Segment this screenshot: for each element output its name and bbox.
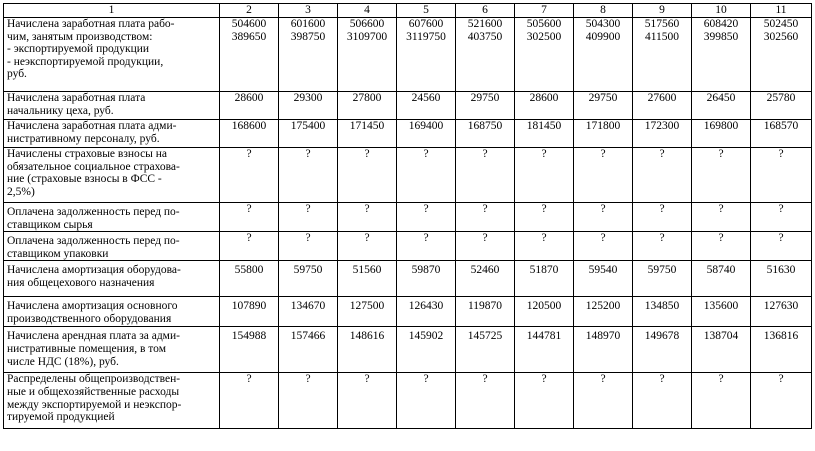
table-cell: 125200 — [574, 297, 633, 327]
table-cell: 59750 — [279, 261, 338, 297]
header-row — [4, 4, 812, 18]
table-cell: 148970 — [574, 327, 633, 373]
table-cell: ? — [279, 232, 338, 261]
table-cell: ? — [220, 232, 279, 261]
column-header: 1 — [4, 4, 220, 18]
table-cell: ? — [692, 373, 751, 429]
table-cell: 154988 — [220, 327, 279, 373]
table-row — [4, 297, 812, 327]
table-cell: ? — [338, 148, 397, 203]
table-cell: 157466 — [279, 327, 338, 373]
table-row — [4, 373, 812, 429]
table-cell: 172300 — [633, 120, 692, 148]
table-cell: ? — [633, 203, 692, 232]
table-cell: 134670 — [279, 297, 338, 327]
column-header: 3 — [279, 4, 338, 18]
table-cell: ? — [456, 203, 515, 232]
table-cell: 127630 — [751, 297, 812, 327]
table-row — [4, 203, 812, 232]
table-cell: 149678 — [633, 327, 692, 373]
table-cell: 134850 — [633, 297, 692, 327]
table-cell: ? — [692, 232, 751, 261]
table-cell: ? — [692, 148, 751, 203]
table-cell: 504600 389650 — [220, 18, 279, 92]
table-cell: 51630 — [751, 261, 812, 297]
column-header: 9 — [633, 4, 692, 18]
table-cell: 145902 — [397, 327, 456, 373]
table-cell: ? — [397, 373, 456, 429]
table-cell: 144781 — [515, 327, 574, 373]
table-row — [4, 18, 812, 92]
table-row — [4, 232, 812, 261]
column-header: 10 — [692, 4, 751, 18]
row-label: Распределены общепроизводствен- ные и общехозяйственные расходы между экспортируемой и неэкспор- тируемой продукцией — [4, 373, 220, 429]
row-label: Оплачена задолженность перед по- ставщиком сырья — [4, 203, 220, 232]
table-cell: 168750 — [456, 120, 515, 148]
table-cell: 506600 3109700 — [338, 18, 397, 92]
table-cell: 504300 409900 — [574, 18, 633, 92]
table-cell: 51870 — [515, 261, 574, 297]
table-cell: 59750 — [633, 261, 692, 297]
row-label: Начислена арендная плата за адми- нистративные помещения, в том числе НДС (18%), руб. — [4, 327, 220, 373]
table-row — [4, 92, 812, 120]
table-cell: ? — [279, 148, 338, 203]
table-cell: 55800 — [220, 261, 279, 297]
table-row — [4, 261, 812, 297]
table-cell: ? — [338, 232, 397, 261]
column-header: 7 — [515, 4, 574, 18]
table-cell: 171450 — [338, 120, 397, 148]
table-cell: 505600 302500 — [515, 18, 574, 92]
table-cell: 148616 — [338, 327, 397, 373]
table-row — [4, 148, 812, 203]
table-cell: ? — [279, 373, 338, 429]
column-header: 8 — [574, 4, 633, 18]
table-cell: ? — [515, 148, 574, 203]
table-cell: 52460 — [456, 261, 515, 297]
table-cell: 138704 — [692, 327, 751, 373]
table-cell: ? — [633, 373, 692, 429]
table-cell: ? — [574, 373, 633, 429]
table-cell: ? — [397, 148, 456, 203]
table-cell: ? — [397, 203, 456, 232]
table-cell: ? — [338, 203, 397, 232]
table-cell: 601600 398750 — [279, 18, 338, 92]
table-cell: ? — [279, 203, 338, 232]
table-cell: 119870 — [456, 297, 515, 327]
table-cell: 28600 — [515, 92, 574, 120]
table-cell: 135600 — [692, 297, 751, 327]
column-header: 11 — [751, 4, 812, 18]
table-cell: 27800 — [338, 92, 397, 120]
table-cell: ? — [456, 373, 515, 429]
table-cell: 607600 3119750 — [397, 18, 456, 92]
row-label: Начислена заработная плата рабо- чим, занятым производством: - экспортируемой продукции - неэкспортируемой продукции, руб. — [4, 18, 220, 92]
row-label: Оплачена задолженность перед по- ставщиком упаковки — [4, 232, 220, 261]
column-header: 2 — [220, 4, 279, 18]
table-cell: 171800 — [574, 120, 633, 148]
table-cell: 126430 — [397, 297, 456, 327]
column-header: 4 — [338, 4, 397, 18]
table-cell: 127500 — [338, 297, 397, 327]
table-cell: 25780 — [751, 92, 812, 120]
table-cell: 608420 399850 — [692, 18, 751, 92]
table-cell: 168600 — [220, 120, 279, 148]
table-cell: 29750 — [574, 92, 633, 120]
table-cell: 175400 — [279, 120, 338, 148]
table-cell: ? — [515, 373, 574, 429]
table-cell: ? — [397, 232, 456, 261]
table-cell: 24560 — [397, 92, 456, 120]
row-label: Начислены страховые взносы на обязательное социальное страхова- ние (страховые взносы в ФСС - 2,5%) — [4, 148, 220, 203]
table-cell: ? — [456, 232, 515, 261]
table-cell: 168570 — [751, 120, 812, 148]
table-cell: ? — [515, 232, 574, 261]
table-cell: ? — [633, 232, 692, 261]
table-cell: ? — [220, 203, 279, 232]
row-label: Начислена амортизация оборудова- ния общецехового назначения — [4, 261, 220, 297]
table-cell: 169800 — [692, 120, 751, 148]
table-cell: 26450 — [692, 92, 751, 120]
table-cell: 58740 — [692, 261, 751, 297]
table-cell: 145725 — [456, 327, 515, 373]
table-cell: ? — [515, 203, 574, 232]
table-cell: ? — [574, 203, 633, 232]
row-label: Начислена заработная плата начальнику цеха, руб. — [4, 92, 220, 120]
table-cell: 107890 — [220, 297, 279, 327]
table-cell: 120500 — [515, 297, 574, 327]
table-cell: ? — [338, 373, 397, 429]
table-cell: 521600 403750 — [456, 18, 515, 92]
table-cell: 59540 — [574, 261, 633, 297]
table-cell: 181450 — [515, 120, 574, 148]
row-label: Начислена амортизация основного производственного оборудования — [4, 297, 220, 327]
table-row — [4, 327, 812, 373]
table-cell: ? — [456, 148, 515, 203]
table-cell: ? — [692, 203, 751, 232]
table-cell: 517560 411500 — [633, 18, 692, 92]
table-cell: 59870 — [397, 261, 456, 297]
table-cell: 169400 — [397, 120, 456, 148]
data-table — [3, 3, 812, 429]
row-label: Начислена заработная плата адми- нистративному персоналу, руб. — [4, 120, 220, 148]
table-cell: 51560 — [338, 261, 397, 297]
table-cell: 502450 302560 — [751, 18, 812, 92]
table-cell: ? — [751, 148, 812, 203]
table-cell: ? — [633, 148, 692, 203]
table-cell: 136816 — [751, 327, 812, 373]
table-row — [4, 120, 812, 148]
table-cell: 29300 — [279, 92, 338, 120]
table-cell: ? — [751, 203, 812, 232]
table-cell: ? — [574, 232, 633, 261]
table-cell: ? — [751, 232, 812, 261]
table-cell: 29750 — [456, 92, 515, 120]
table-cell: ? — [751, 373, 812, 429]
table-cell: ? — [220, 373, 279, 429]
column-header: 6 — [456, 4, 515, 18]
column-header: 5 — [397, 4, 456, 18]
table-cell: 28600 — [220, 92, 279, 120]
table-cell: 27600 — [633, 92, 692, 120]
table-cell: ? — [220, 148, 279, 203]
table-cell: ? — [574, 148, 633, 203]
